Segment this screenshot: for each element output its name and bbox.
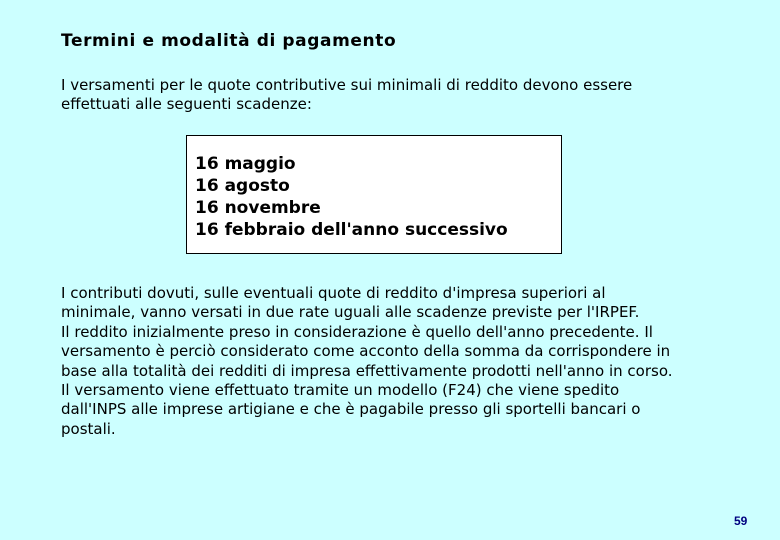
body-line: I contributi dovuti, sulle eventuali quote di reddito d'impresa superiori al — [61, 284, 606, 302]
deadlines-box — [186, 135, 562, 254]
deadline-item: 16 febbraio dell'anno successivo — [195, 220, 508, 240]
body-line: base alla totalità dei redditi di impresa effettivamente prodotti nell'anno in corso. — [61, 361, 673, 380]
page-number: 59 — [734, 514, 748, 528]
intro-line: effettuati alle seguenti scadenze: — [61, 95, 312, 113]
body-line: postali. — [61, 419, 116, 438]
body-paragraph — [61, 284, 761, 439]
intro-paragraph — [61, 76, 741, 114]
intro-line: I versamenti per le quote contributive sui minimali di reddito devono essere — [61, 76, 633, 94]
deadline-item: 16 maggio — [195, 154, 296, 174]
body-line: dall'INPS alle imprese artigiane e che è pagabile presso gli sportelli bancari o — [61, 400, 641, 419]
body-line: versamento è perciò considerato come acconto della somma da corrispondere in — [61, 342, 671, 361]
body-line: minimale, vanno versati in due rate uguali alle scadenze previste per l'IRPEF. — [61, 303, 640, 322]
deadline-item: 16 novembre — [195, 198, 321, 218]
body-line: Il versamento viene effettuato tramite un modello (F24) che viene spedito — [61, 381, 620, 400]
page-title: Termini e modalità di pagamento — [61, 31, 397, 51]
deadline-item: 16 agosto — [195, 176, 290, 196]
body-line: Il reddito inizialmente preso in considerazione è quello dell'anno precedente. Il — [61, 322, 653, 341]
